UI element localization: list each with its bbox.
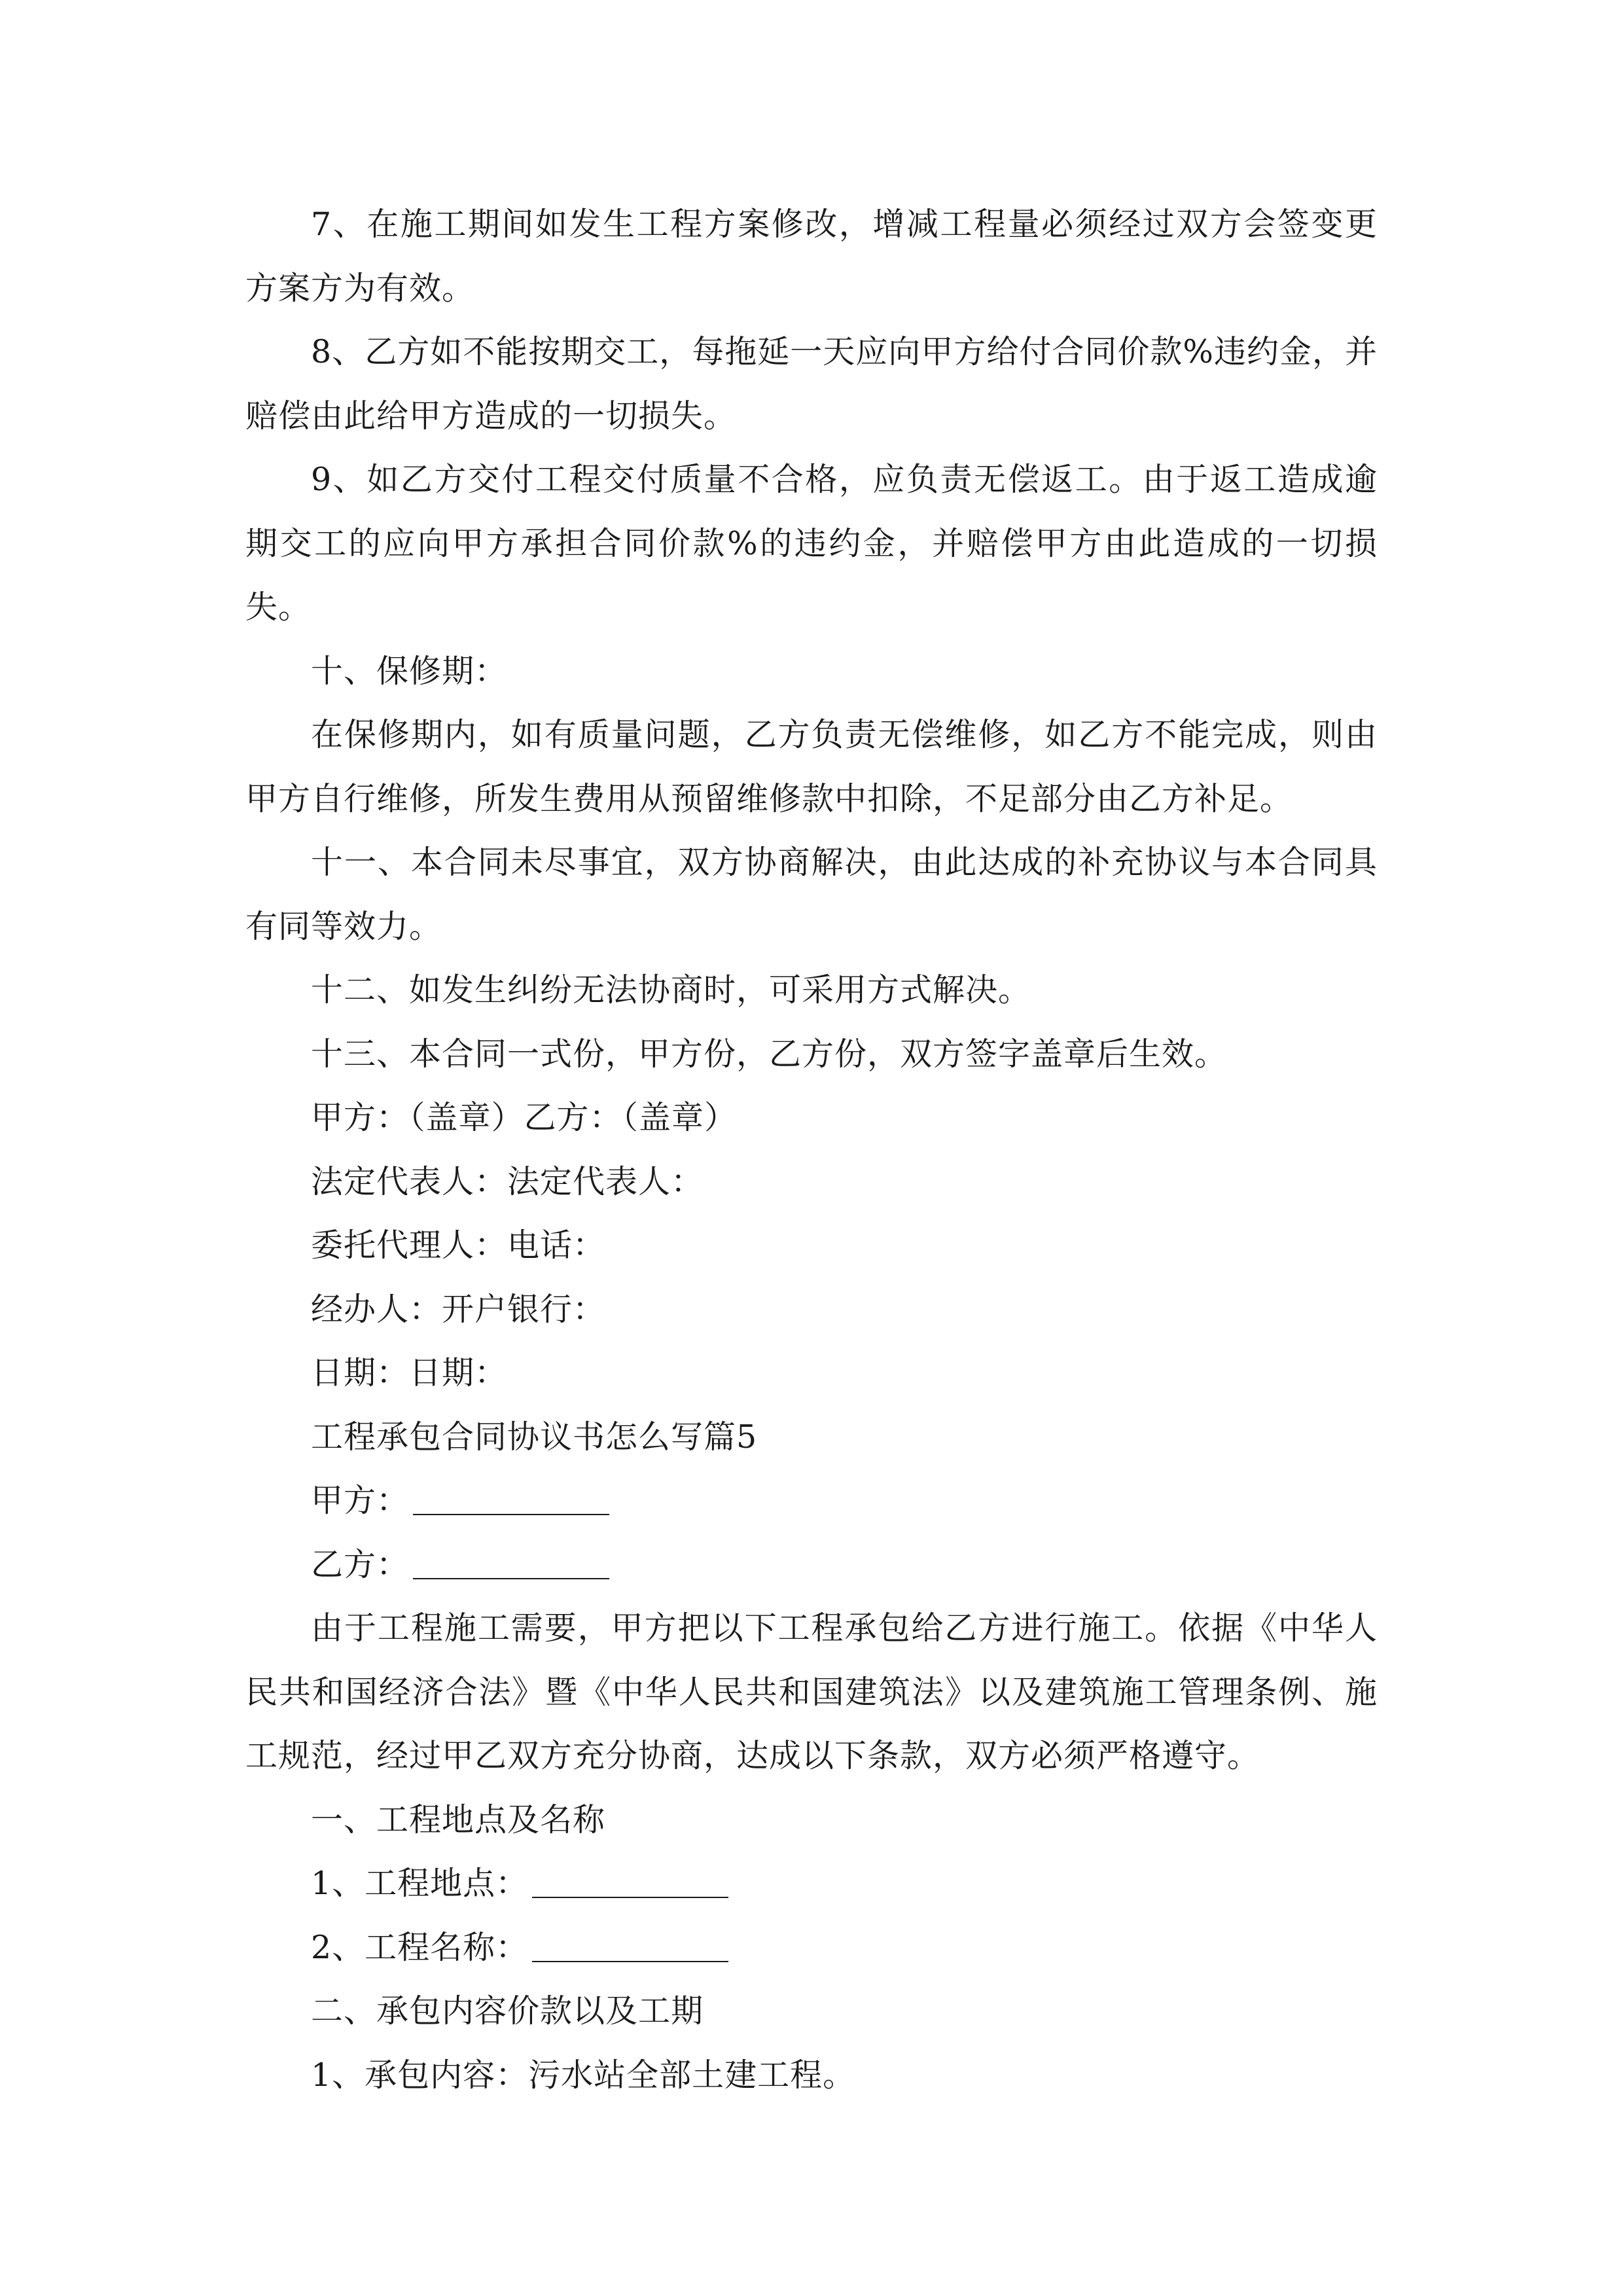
location-line [245,1852,1378,1916]
section-12: 十二、如发生纠纷无法协商时，可采用方式解决。 [311,971,1031,1009]
party-a-line [245,1469,1378,1533]
warranty-paragraph: 在保修期内，如有质量问题，乙方负责无偿维修，如乙方不能完成，则由甲方自行维修，所发生费用从预留维修款中扣除，不足部分由乙方补足。 [245,716,1378,817]
project-name-line [245,1916,1378,1980]
handler-bank: 经办人：开户银行： [311,1290,606,1328]
clause-7: 7、在施工期间如发生工程方案修改，增减工程量必须经过双方会签变更方案方为有效。 [245,206,1378,307]
article-5-title: 工程承包合同协议书怎么写篇5 [311,1418,758,1456]
contract-content-item: 1、承包内容：污水站全部土建工程。 [311,2056,856,2094]
clause-9: 9、如乙方交付工程交付质量不合格，应负责无偿返工。由于返工造成逾期交工的应向甲方承担合同价款%的违约金，并赔偿甲方由此造成的一切损失。 [245,461,1378,626]
party-b-line [245,1533,1378,1597]
project-name-blank [532,1927,728,1962]
agent-phone: 委托代理人：电话： [311,1227,606,1264]
party-a-label: 甲方： [311,1482,410,1519]
section-2-title: 二、承包内容价款以及工期 [311,1992,704,2030]
location-blank [532,1863,728,1898]
document-body [245,192,1378,2107]
section-1-title: 一、工程地点及名称 [311,1801,606,1839]
clause-8: 8、乙方如不能按期交工，每拖延一天应向甲方给付合同价款%违约金，并赔偿由此给甲方造成的一切损失。 [245,333,1378,435]
party-a-blank [413,1480,609,1515]
party-b-label: 乙方： [311,1545,410,1583]
section-13: 十三、本合同一式份，甲方份，乙方份，双方签字盖章后生效。 [311,1035,1228,1073]
signature-parties: 甲方：（盖章）乙方：（盖章） [311,1099,738,1136]
dates: 日期：日期： [311,1354,508,1391]
intro-paragraph: 由于工程施工需要，甲方把以下工程承包给乙方进行施工。依据《中华人民共和国经济合法》暨《中华人民共和国建筑法》以及建筑施工管理条例、施工规范，经过甲乙双方充分协商，达成以下条款，双方必须严格遵守。 [245,1609,1378,1774]
project-name-label: 2、工程名称： [311,1928,529,1966]
party-b-blank [413,1544,609,1579]
location-label: 1、工程地点： [311,1865,529,1902]
legal-representatives: 法定代表人：法定代表人： [311,1162,704,1200]
section-10-title: 十、保修期： [311,652,508,690]
section-11: 十一、本合同未尽事宜，双方协商解决，由此达成的补充协议与本合同具有同等效力。 [245,844,1378,945]
